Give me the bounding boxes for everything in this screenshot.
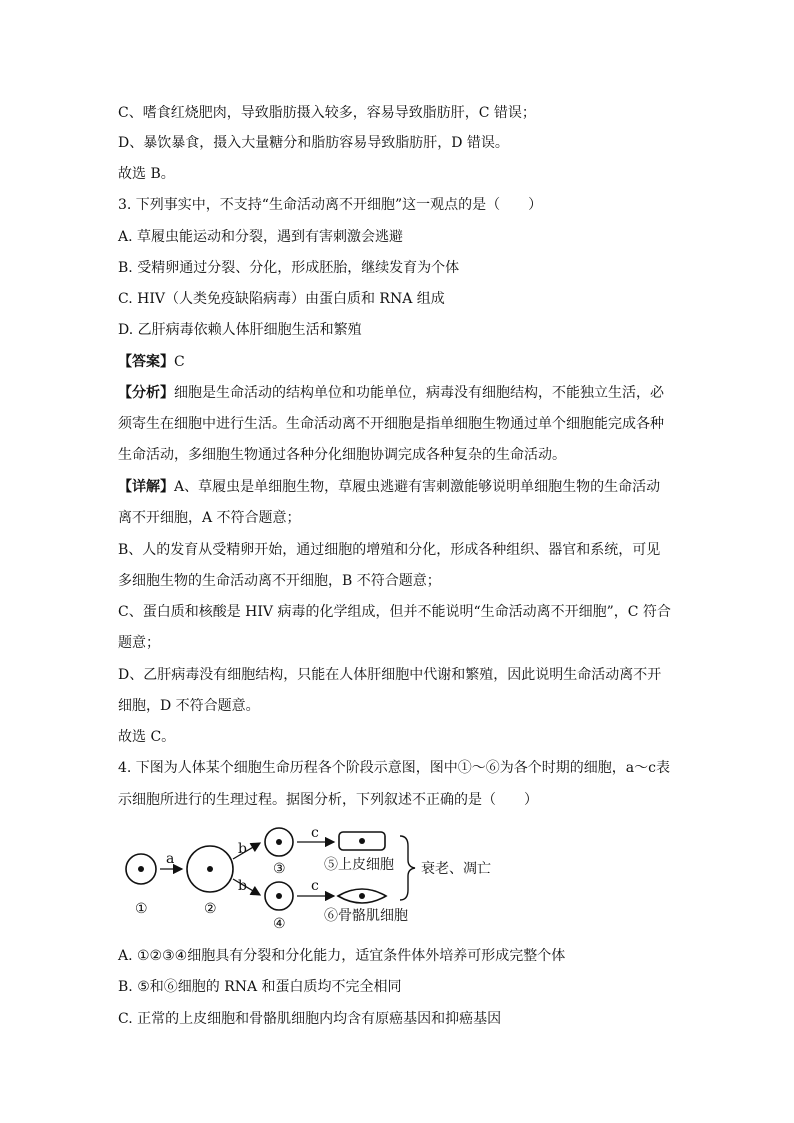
cell-5-label: ⑤上皮细胞 [324,857,394,873]
q3-option-a: A. 草履虫能运动和分裂，遇到有害刺激会逃避 [118,229,404,245]
q4-stem-line-1: 4. 下图为人体某个细胞生命历程各个阶段示意图，图中①～⑥为各个时期的细胞，a～c表 [118,760,670,776]
answer-tag: 【答案】 [118,354,174,370]
analysis-tag: 【分析】 [118,385,174,401]
q3-detail-line-3: B、人的发育从受精卵开始，通过细胞的增殖和分化，形成各种组织、器官和系统，可见 [118,542,661,558]
process-b-upper-label: b [238,841,247,857]
cell-4-nucleus [276,893,282,899]
q3-analysis-line-3: 生命活动，多细胞生物通过各种分化细胞协调完成各种复杂的生命活动。 [118,447,566,463]
q3-detail-line-4: 多细胞生物的生命活动离不开细胞，B 不符合题意； [118,573,441,589]
q4-stem-line-2: 示细胞所进行的生理过程。据图分析，下列叙述不正确的是（ ） [118,792,538,808]
analysis-text-1: 细胞是生命活动的结构单位和功能单位，病毒没有细胞结构，不能独立生活，必 [174,385,664,401]
cell-life-history-diagram [112,822,532,930]
process-c-lower-label: c [311,878,319,894]
cell-6-nucleus [359,893,365,899]
process-a-label: a [166,851,175,867]
cell-3-nucleus [276,839,282,845]
q3-option-c: C. HIV（人类免疫缺陷病毒）由蛋白质和 RNA 组成 [118,291,445,307]
q4-option-a: A. ①②③④细胞具有分裂和分化能力，适宜条件体外培养可形成完整个体 [118,948,566,964]
q3-detail-line-6: 题意； [118,635,160,651]
cell-2-label: ② [204,901,217,917]
q3-detail-line-5: C、蛋白质和核酸是 HIV 病毒的化学组成，但并不能说明“生命活动离不开细胞”，C 符合 [118,604,671,620]
process-c-upper-label: c [311,825,319,841]
q3-answer [118,352,185,372]
q3-analysis-line-2: 须寄生在细胞中进行生活。生命活动离不开细胞是指单细胞生物通过单个细胞能完成各种 [118,416,664,432]
q3-detail-line-8: 细胞，D 不符合题意。 [118,698,260,714]
detail-text-1: A、草履虫是单细胞生物，草履虫逃避有害刺激能够说明单细胞生物的生命活动 [174,479,661,495]
cell-3-label: ③ [273,861,286,877]
process-b-lower-label: b [238,878,247,894]
q3-detail-line-1 [118,477,660,497]
brace [400,836,415,900]
q4-option-c: C. 正常的上皮细胞和骨骼肌细胞内均含有原癌基因和抑癌基因 [118,1011,502,1027]
cell-1-nucleus [138,866,144,872]
cell-1-label: ① [135,901,148,917]
fate-label: 衰老、凋亡 [421,861,491,877]
answer-value: C [174,354,185,370]
cell-6-label: ⑥骨骼肌细胞 [324,908,408,924]
prev-option-d: D、暴饮暴食，摄入大量糖分和脂肪容易导致脂肪肝，D 错误。 [118,135,509,151]
cell-5-nucleus [359,838,365,844]
cell-4-label: ④ [273,916,286,930]
q3-detail-line-2: 离不开细胞，A 不符合题意； [118,510,301,526]
prev-conclusion: 故选 B。 [118,166,175,182]
q3-stem: 3. 下列事实中，不支持“生命活动离不开细胞”这一观点的是（ ） [118,197,543,213]
q4-option-b: B. ⑤和⑥细胞的 RNA 和蛋白质均不完全相同 [118,979,402,995]
q3-option-b: B. 受精卵通过分裂、分化，形成胚胎，继续发育为个体 [118,260,460,276]
detail-tag: 【详解】 [118,479,174,495]
cell-2-nucleus [207,866,213,872]
prev-option-c: C、嗜食红烧肥肉，导致脂肪摄入较多，容易导致脂肪肝，C 错误； [118,105,536,121]
q3-conclusion: 故选 C。 [118,729,176,745]
q3-analysis-line-1 [118,383,664,403]
q3-detail-line-7: D、乙肝病毒没有细胞结构，只能在人体肝细胞中代谢和繁殖，因此说明生命活动离不开 [118,667,662,683]
q3-option-d: D. 乙肝病毒依赖人体肝细胞生活和繁殖 [118,322,362,338]
